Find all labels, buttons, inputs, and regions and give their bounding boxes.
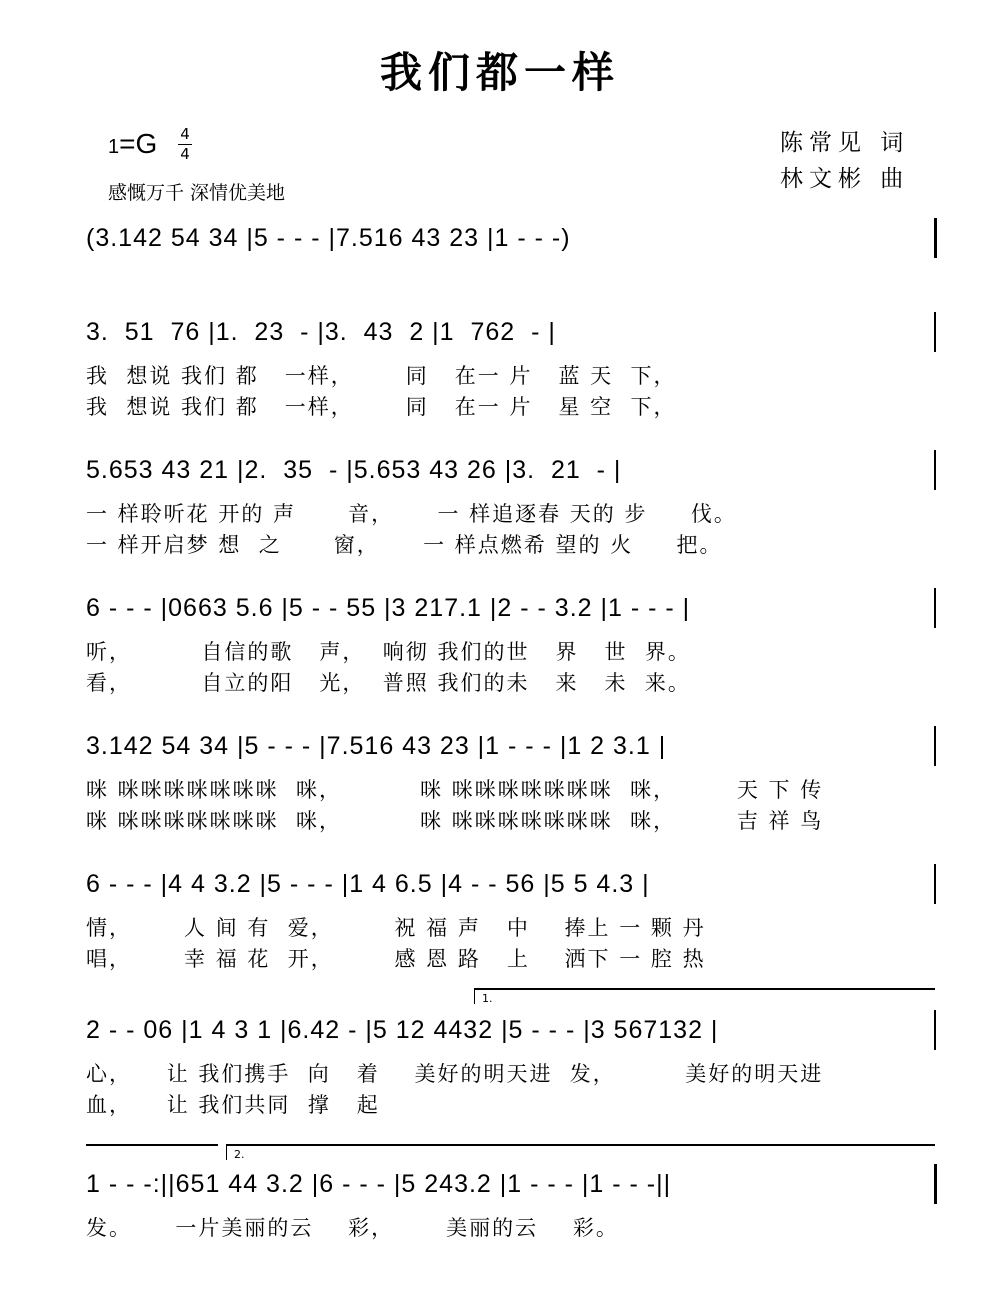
- barline: [934, 312, 936, 352]
- barline: [934, 588, 936, 628]
- lyric-verse-2: 唱， 幸 福 花 开， 感 恩 路 上 洒下 一 腔 热: [86, 947, 706, 971]
- song-title: 我们都一样: [379, 48, 620, 97]
- key-signature: 1=G: [108, 128, 158, 159]
- final-barline: [934, 1164, 937, 1204]
- lyric-verse-2: 血， 让 我们共同 撑 起: [86, 1093, 380, 1117]
- composer-credit: 林文彬 曲: [780, 166, 910, 192]
- lyric-verse-2: 看， 自立的阳 光， 普照 我们的未 来 未 来。: [86, 671, 691, 695]
- lyric-verse-1: 情， 人 间 有 爱， 祝 福 声 中 捧上 一 颗 丹: [86, 916, 706, 940]
- volta-end-line: [86, 1144, 218, 1160]
- lyric-verse-1: 心， 让 我们携手 向 着 美好的明天进 发， 美好的明天进: [86, 1062, 824, 1086]
- lyricist-credit: 陈常见 词: [780, 130, 910, 156]
- lyric-verse-2: 我 想说 我们 都 一样， 同 在一 片 星 空 下，: [86, 395, 677, 419]
- volta-label-1: 1.: [482, 992, 493, 1005]
- time-signature: 4 4: [178, 126, 192, 163]
- volta-label-2: 2.: [234, 1148, 245, 1161]
- notation-line: 3.142 54 34 |5 - - - |7.516 43 23 |1 - - - |1 2 3.1 |: [86, 732, 667, 760]
- notation-line: 6 - - - |0663 5.6 |5 - - 55 |3 217.1 |2 - - 3.2 |1 - - - |: [86, 594, 691, 622]
- notation-line: (3.142 54 34 |5 - - - |7.516 43 23 |1 - - -): [86, 224, 571, 252]
- lyric-verse-1: 发。 一片美丽的云 彩， 美丽的云 彩。: [86, 1216, 619, 1240]
- notation-line: 5.653 43 21 |2. 35 - |5.653 43 26 |3. 21 - |: [86, 456, 622, 484]
- barline: [934, 218, 937, 258]
- tempo-marking: 感慨万千 深情优美地: [108, 182, 286, 204]
- lyric-verse-1: 咪 咪咪咪咪咪咪咪 咪， 咪 咪咪咪咪咪咪咪 咪， 天 下 传: [86, 778, 824, 802]
- barline: [934, 1010, 936, 1050]
- barline: [934, 864, 936, 904]
- lyric-verse-2: 咪 咪咪咪咪咪咪咪 咪， 咪 咪咪咪咪咪咪咪 咪， 吉 祥 鸟: [86, 809, 824, 833]
- lyric-verse-1: 听， 自信的歌 声， 响彻 我们的世 界 世 界。: [86, 640, 691, 664]
- volta-bracket-1: [474, 988, 935, 1004]
- barline: [934, 726, 936, 766]
- barline: [934, 450, 936, 490]
- volta-bracket-2: [226, 1144, 935, 1160]
- lyric-verse-2: 一 样开启梦 想 之 窗， 一 样点燃希 望的 火 把。: [86, 533, 723, 557]
- notation-line: 3. 51 76 |1. 23 - |3. 43 2 |1 762 - |: [86, 318, 556, 346]
- notation-line: 2 - - 06 |1 4 3 1 |6.42 - |5 12 4432 |5 - - - |3 567132 |: [86, 1016, 719, 1044]
- notation-line: 1 - - -:||651 44 3.2 |6 - - - |5 243.2 |1 - - - |1 - - -||: [86, 1170, 672, 1198]
- lyric-verse-1: 我 想说 我们 都 一样， 同 在一 片 蓝 天 下，: [86, 364, 677, 388]
- notation-line: 6 - - - |4 4 3.2 |5 - - - |1 4 6.5 |4 - - 56 |5 5 4.3 |: [86, 870, 650, 898]
- lyric-verse-1: 一 样聆听花 开的 声 音， 一 样追逐春 天的 步 伐。: [86, 502, 737, 526]
